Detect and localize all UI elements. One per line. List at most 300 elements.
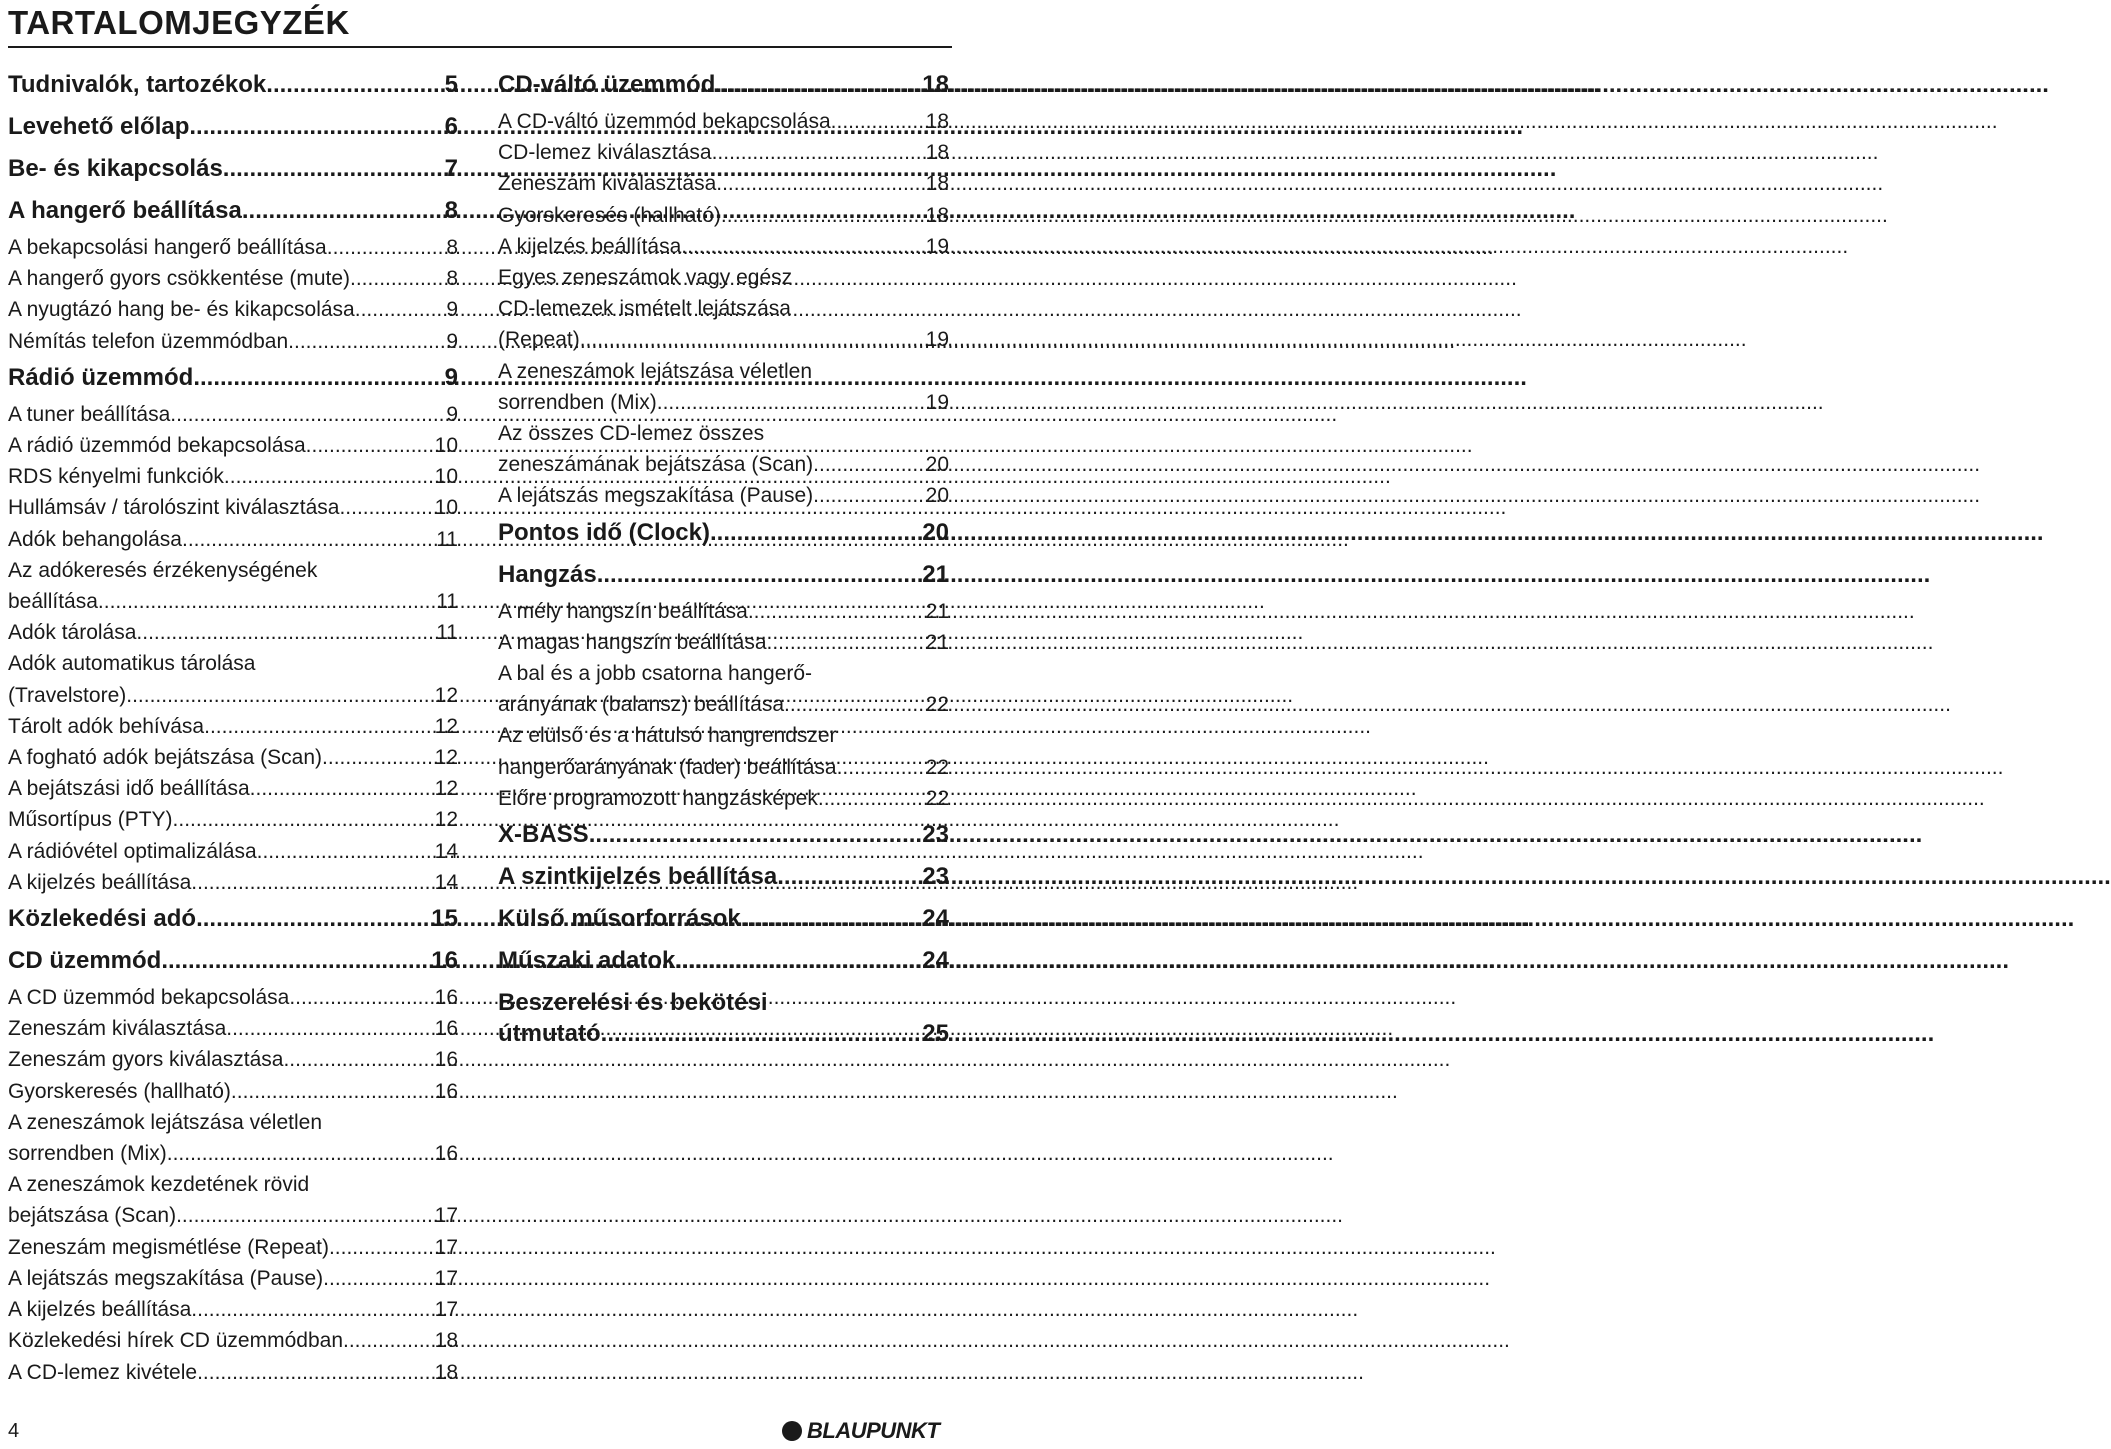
dot-leader [350, 263, 444, 294]
dot-leader [189, 111, 442, 142]
dot-leader [675, 945, 920, 976]
toc-page-number: 23 [922, 821, 949, 849]
toc-entry-title: A szintkijelzés beállítása [498, 863, 778, 891]
toc-page-number: 17 [434, 1235, 458, 1259]
dot-leader [712, 137, 924, 168]
toc-page-number: 25 [922, 1020, 949, 1048]
dot-leader [231, 1076, 433, 1107]
toc-entry-row [8, 232, 458, 263]
toc-entry-row [498, 387, 949, 418]
toc-entry-title: Levehető előlap [8, 113, 190, 140]
toc-page-number: 6 [444, 113, 458, 140]
toc-entry-title: A lejátszás megszakítása (Pause) [8, 1266, 324, 1290]
toc-entry-title: A mély hangszín beállítása [498, 599, 748, 623]
toc-entry-title: beállítása [8, 590, 98, 614]
toc-entry-row [498, 627, 949, 658]
toc-entry-row [498, 559, 949, 590]
dot-leader [589, 819, 921, 850]
brand-dot-icon [782, 1421, 802, 1441]
toc-page-number: 18 [434, 1360, 458, 1384]
dot-leader [343, 1325, 433, 1356]
toc-chapter [498, 512, 949, 554]
toc-page-number: 8 [446, 236, 458, 259]
toc-entry-title-line: Az összes CD-lemez összes [498, 422, 765, 446]
toc-chapter [498, 554, 949, 596]
toc-section [8, 1232, 458, 1263]
toc-section [498, 627, 949, 658]
dot-leader [355, 294, 445, 325]
dot-leader [173, 804, 433, 835]
toc-page-number: 7 [444, 155, 458, 182]
toc-section [8, 1076, 458, 1107]
toc-page-number: 21 [925, 599, 949, 623]
toc-page-number: 12 [434, 777, 458, 801]
toc-entry-title: Műsortípus (PTY) [8, 808, 173, 832]
toc-section [8, 461, 458, 492]
toc-page-number: 18 [925, 141, 949, 165]
toc-entry-title: Közlekedési adó [8, 905, 197, 933]
dot-leader [226, 1013, 432, 1044]
dot-leader [182, 524, 434, 555]
toc-page-number: 10 [434, 434, 458, 458]
toc-section [8, 1294, 458, 1325]
dot-leader [242, 195, 443, 226]
toc-section [8, 492, 458, 523]
dot-leader [250, 773, 433, 804]
dot-leader [837, 752, 924, 783]
toc-chapter [8, 64, 458, 106]
toc-entry-title: A hangerő gyors csökkentése (mute) [8, 267, 351, 291]
toc-entry-row [8, 711, 458, 742]
dot-leader [322, 742, 433, 773]
toc-page-number: 19 [925, 234, 949, 258]
toc-entry-title: Adók behangolása [8, 527, 182, 551]
toc-entry-title: A CD-lemez kivétele [8, 1360, 198, 1384]
toc-entry-title: A CD üzemmód bekapcsolása [8, 986, 290, 1010]
toc-section [8, 1044, 458, 1075]
dot-leader [715, 69, 920, 100]
toc-entry-row [8, 1357, 458, 1388]
toc-entry-row [8, 982, 458, 1013]
toc-page-number: 14 [434, 839, 458, 863]
toc-entry-row [8, 945, 458, 976]
toc-entry-title: A kijelzés beállítása [498, 234, 682, 258]
toc-chapter [498, 898, 949, 940]
toc-entry-title-line: A bal és a jobb csatorna hangerő- [498, 662, 813, 686]
toc-entry-title: A bekapcsolási hangerő beállítása [8, 236, 327, 259]
toc-page-number: 19 [925, 328, 949, 352]
toc-entry-row [498, 945, 949, 976]
toc-entry-title: (Travelstore) [8, 683, 127, 707]
toc-section [8, 1107, 458, 1169]
toc-page-number: 11 [436, 590, 458, 614]
toc-section [8, 742, 458, 773]
toc-page-number: 16 [431, 947, 458, 975]
toc-entry-row [8, 263, 458, 294]
toc-section [498, 137, 949, 168]
dot-leader [327, 232, 445, 263]
toc-entry-row [8, 680, 458, 711]
toc-entry-title: A magas hangszín beállítása [498, 630, 767, 654]
toc-entry-title: sorrendben (Mix) [498, 390, 657, 414]
toc-entry-row [8, 69, 458, 100]
toc-entry-row [498, 861, 949, 892]
toc-page-number: 12 [434, 683, 458, 707]
toc-entry-row [8, 362, 458, 393]
toc-entry-row [8, 1138, 458, 1169]
toc-entry-row [8, 399, 458, 430]
toc-entry-row [8, 1294, 458, 1325]
toc-entry-title: Műszaki adatok [498, 947, 676, 975]
toc-section [8, 326, 458, 357]
toc-entry-row [8, 773, 458, 804]
toc-entry-row [498, 783, 949, 814]
toc-chapter [498, 814, 949, 856]
toc-entry-title: Közlekedési hírek CD üzemmódban [8, 1329, 343, 1353]
toc-page-number: 11 [436, 527, 458, 551]
toc-page-number: 11 [436, 621, 458, 645]
toc-entry-title: Külső műsorforrások [498, 905, 741, 933]
toc-page-number: 21 [922, 560, 949, 588]
toc-entry-title: Tudnivalók, tartozékok [8, 71, 267, 98]
toc-entry-row [498, 1018, 949, 1049]
toc-chapter [8, 898, 458, 940]
toc-entry-row [8, 1013, 458, 1044]
dot-leader [196, 903, 429, 934]
toc-entry-row [8, 586, 458, 617]
toc-section [498, 480, 949, 511]
toc-section [498, 783, 949, 814]
toc-entry-title: A bejátszási idő beállítása [8, 777, 250, 801]
toc-page-number: 9 [446, 298, 458, 322]
toc-page-number: 22 [925, 693, 949, 717]
dot-leader [266, 69, 442, 100]
toc-entry-row [8, 617, 458, 648]
toc-section [8, 711, 458, 742]
toc-section [8, 524, 458, 555]
dot-leader [657, 387, 924, 418]
toc-section [498, 658, 949, 720]
toc-section [8, 773, 458, 804]
toc-entry-row [498, 752, 949, 783]
toc-page-number: 9 [444, 363, 458, 391]
toc-entry-title: Némítás telefon üzemmódban [8, 329, 289, 353]
toc-page-number: 8 [444, 197, 458, 224]
dot-leader [193, 362, 442, 393]
toc-page-number: 8 [446, 267, 458, 291]
toc-section [498, 262, 949, 356]
toc-entry-title-line: A zeneszámok lejátszása véletlen [498, 359, 813, 383]
toc-chapter [8, 190, 458, 232]
toc-page-number: 23 [922, 863, 949, 891]
toc-entry-row [8, 742, 458, 773]
toc-section [8, 430, 458, 461]
toc-entry-row [498, 596, 949, 627]
toc-entry-title: CD-lemez kiválasztása [498, 141, 712, 165]
toc-page-number: 18 [434, 1329, 458, 1353]
dot-leader [721, 200, 924, 231]
dot-leader [777, 861, 920, 892]
toc-page-number: 12 [434, 808, 458, 832]
toc-page-number: 20 [922, 518, 949, 546]
toc-page-number: 22 [925, 786, 949, 810]
toc-section [8, 1263, 458, 1294]
toc-entry-title: A CD-váltó üzemmód bekapcsolása [498, 110, 831, 133]
toc-section [498, 200, 949, 231]
toc-page-number: 10 [434, 465, 458, 489]
dot-leader [161, 945, 429, 976]
toc-entry-row [8, 1200, 458, 1231]
toc-page-number: 12 [434, 714, 458, 738]
dot-leader [257, 836, 433, 867]
dot-leader [223, 153, 443, 184]
toc-chapter [498, 856, 949, 898]
toc-page-number: 16 [434, 1017, 458, 1041]
dot-leader [339, 492, 432, 523]
toc-page-number: 17 [434, 1266, 458, 1290]
toc-entry-title-line: Az adókeresés érzékenységének [8, 558, 318, 582]
toc-section [498, 720, 949, 782]
toc-entry-title: CD üzemmód [8, 947, 162, 975]
dot-leader [784, 689, 924, 720]
toc-page-number: 15 [431, 905, 458, 933]
toc-entry-row [8, 430, 458, 461]
toc-entry-title-line: Az elülső és a hátulsó hangrendszer [498, 724, 837, 748]
dot-leader [288, 326, 444, 357]
toc-chapter [498, 940, 949, 982]
dot-leader [167, 1138, 433, 1169]
toc-page-number: 19 [925, 390, 949, 414]
toc-entry-title: útmutató [498, 1020, 601, 1048]
toc-section [8, 617, 458, 648]
toc-page-number: 18 [925, 110, 949, 133]
toc-page-number: 20 [925, 453, 949, 477]
toc-entry-row [8, 111, 458, 142]
toc-page-number: 20 [925, 484, 949, 508]
toc-entry-row [8, 1076, 458, 1107]
toc-entry-title: A fogható adók bejátszása (Scan) [8, 746, 323, 770]
toc-entry-title: RDS kényelmi funkciók [8, 465, 224, 489]
toc-entry-title-line: CD-lemezek ismételt lejátszása [498, 297, 791, 321]
toc-entry-title: bejátszása (Scan) [8, 1204, 177, 1228]
toc-entry-row [8, 153, 458, 184]
toc-entry-row [8, 294, 458, 325]
toc-entry-title: hangerőarányának (fader) beállítása [498, 755, 837, 779]
toc-entry-title: A rádióvétel optimalizálása [8, 839, 257, 863]
toc-page-number: 12 [434, 746, 458, 770]
toc-entry-row [498, 480, 949, 511]
toc-section [8, 555, 458, 617]
toc-section [498, 231, 949, 262]
toc-entry-row [498, 689, 949, 720]
toc-entry-row [8, 1232, 458, 1263]
dot-leader [136, 617, 434, 648]
toc-entry-row [8, 524, 458, 555]
page-number: 4 [8, 1420, 20, 1442]
toc-entry-title: Gyorskeresés (hallható) [8, 1079, 231, 1103]
toc-page-number: 24 [922, 947, 949, 975]
toc-page-number: 17 [434, 1204, 458, 1228]
toc-entry-row [8, 195, 458, 226]
toc-entry-row [8, 1044, 458, 1075]
toc-entry-row [8, 461, 458, 492]
toc-entry-title: Zeneszám megismétlése (Repeat) [8, 1235, 329, 1259]
dot-leader [681, 231, 923, 262]
toc-entry-title-line: Beszerelési és bekötési [498, 989, 768, 1017]
toc-entry-title-line: Adók automatikus tárolása [8, 652, 256, 676]
toc-chapter [498, 982, 949, 1055]
toc-entry-title-line: A zeneszámok lejátszása véletlen [8, 1110, 323, 1134]
toc-page-number: 14 [434, 870, 458, 894]
toc-entry-title: A kijelzés beállítása [8, 1298, 192, 1322]
toc-section [8, 836, 458, 867]
dot-leader [813, 449, 923, 480]
toc-page-number: 5 [444, 71, 458, 98]
toc-page-number: 18 [925, 172, 949, 196]
dot-leader [710, 517, 920, 548]
dot-leader [289, 982, 432, 1013]
toc-entry-row [498, 168, 949, 199]
toc-entry-title: Rádió üzemmód [8, 363, 194, 391]
toc-entry-row [498, 819, 949, 850]
title-divider [8, 46, 952, 48]
toc-entry-row [498, 903, 949, 934]
dot-leader [283, 1044, 432, 1075]
toc-chapter [8, 940, 458, 982]
toc-section [498, 596, 949, 627]
dot-leader [601, 1018, 921, 1049]
toc-entry-row [498, 449, 949, 480]
toc-entry-title: Gyorskeresés (hallható) [498, 203, 721, 227]
brand-name: BLAUPUNKT [807, 1418, 940, 1443]
dot-leader [224, 461, 433, 492]
toc-entry-title: arányának (balansz) beállítása [498, 693, 785, 717]
toc-page-number: 10 [434, 496, 458, 520]
dot-leader [716, 168, 923, 199]
dot-leader [767, 627, 924, 658]
brand-logo [782, 1416, 939, 1446]
dot-leader [813, 480, 923, 511]
toc-section [8, 648, 458, 710]
toc-entry-row [8, 492, 458, 523]
toc-entry-title: zeneszámának bejátszása (Scan) [498, 453, 814, 477]
toc-entry-row [498, 231, 949, 262]
toc-chapter [498, 64, 949, 106]
toc-section [8, 867, 458, 898]
dot-leader [126, 680, 432, 711]
toc-chapter [8, 106, 458, 148]
dot-leader [818, 783, 924, 814]
dot-leader [580, 324, 924, 355]
toc-entry-title: sorrendben (Mix) [8, 1142, 167, 1166]
dot-leader [204, 711, 433, 742]
toc-page-number: 17 [434, 1298, 458, 1322]
toc-entry-row [8, 867, 458, 898]
toc-entry-title: X-BASS [498, 821, 589, 849]
toc-section [8, 982, 458, 1013]
toc-entry-row [498, 69, 949, 100]
toc-entry-title: Hangzás [498, 560, 597, 588]
toc-page-number: 18 [925, 203, 949, 227]
toc-entry-title: Hullámsáv / tárolószint kiválasztása [8, 496, 340, 520]
toc-page-number: 21 [925, 630, 949, 654]
toc-entry-title: CD-váltó üzemmód [498, 71, 716, 98]
toc-section [8, 294, 458, 325]
toc-entry-title-line: A zeneszámok kezdetének rövid [8, 1173, 310, 1197]
dot-leader [306, 430, 433, 461]
toc-chapter [8, 357, 458, 399]
toc-entry-title: Tárolt adók behívása [8, 714, 205, 738]
toc-entry-row [8, 326, 458, 357]
dot-leader [323, 1263, 432, 1294]
toc-entry-title: Adók tárolása [8, 621, 137, 645]
dot-leader [831, 106, 924, 137]
toc-chapter [8, 148, 458, 190]
toc-page-number: 16 [434, 986, 458, 1010]
page-title: TARTALOMJEGYZÉK [8, 4, 350, 41]
toc-entry-title: Zeneszám gyors kiválasztása [8, 1048, 284, 1072]
toc-section [8, 804, 458, 835]
toc-entry-title: Be- és kikapcsolás [8, 155, 223, 182]
toc-entry-title: A nyugtázó hang be- és kikapcsolása [8, 298, 355, 322]
toc-entry-title: Zeneszám kiválasztása [498, 172, 717, 196]
toc-column-right [498, 64, 949, 1055]
toc-entry-row [8, 903, 458, 934]
toc-section [8, 263, 458, 294]
dot-leader [191, 1294, 432, 1325]
toc-entry-row [8, 836, 458, 867]
dot-leader [191, 867, 432, 898]
toc-page-number: 16 [434, 1048, 458, 1072]
toc-section [8, 1013, 458, 1044]
dot-leader [176, 1200, 433, 1231]
dot-leader [748, 596, 924, 627]
toc-section [498, 106, 949, 137]
dot-leader [98, 586, 434, 617]
toc-page-number: 9 [446, 329, 458, 353]
toc-entry-row [8, 804, 458, 835]
toc-entry-title: (Repeat) [498, 328, 580, 352]
dot-leader [741, 903, 921, 934]
dot-leader [197, 1357, 433, 1388]
toc-entry-row [498, 324, 949, 355]
toc-section [498, 356, 949, 418]
toc-section [8, 1325, 458, 1356]
dot-leader [597, 559, 921, 590]
toc-entry-title: A lejátszás megszakítása (Pause) [498, 484, 814, 508]
toc-section [8, 232, 458, 263]
toc-page-number: 24 [922, 905, 949, 933]
toc-entry-row [498, 200, 949, 231]
toc-section [8, 1169, 458, 1231]
toc-entry-title: Előre programozott hangzásképek [498, 786, 818, 810]
toc-entry-row [8, 1263, 458, 1294]
toc-page-number: 16 [434, 1142, 458, 1166]
toc-section [8, 399, 458, 430]
toc-page-number: 22 [925, 755, 949, 779]
toc-entry-title: Pontos idő (Clock) [498, 518, 710, 546]
dot-leader [170, 399, 444, 430]
toc-entry-row [8, 1325, 458, 1356]
dot-leader [329, 1232, 433, 1263]
toc-entry-title-line: Egyes zeneszámok vagy egész [498, 266, 793, 290]
toc-column-left [8, 64, 458, 1388]
toc-entry-row [498, 517, 949, 548]
toc-entry-title: A kijelzés beállítása [8, 870, 192, 894]
toc-entry-title: A hangerő beállítása [8, 197, 242, 224]
toc-entry-title: Zeneszám kiválasztása [8, 1017, 227, 1041]
toc-entry-title: A tuner beállítása [8, 402, 171, 426]
